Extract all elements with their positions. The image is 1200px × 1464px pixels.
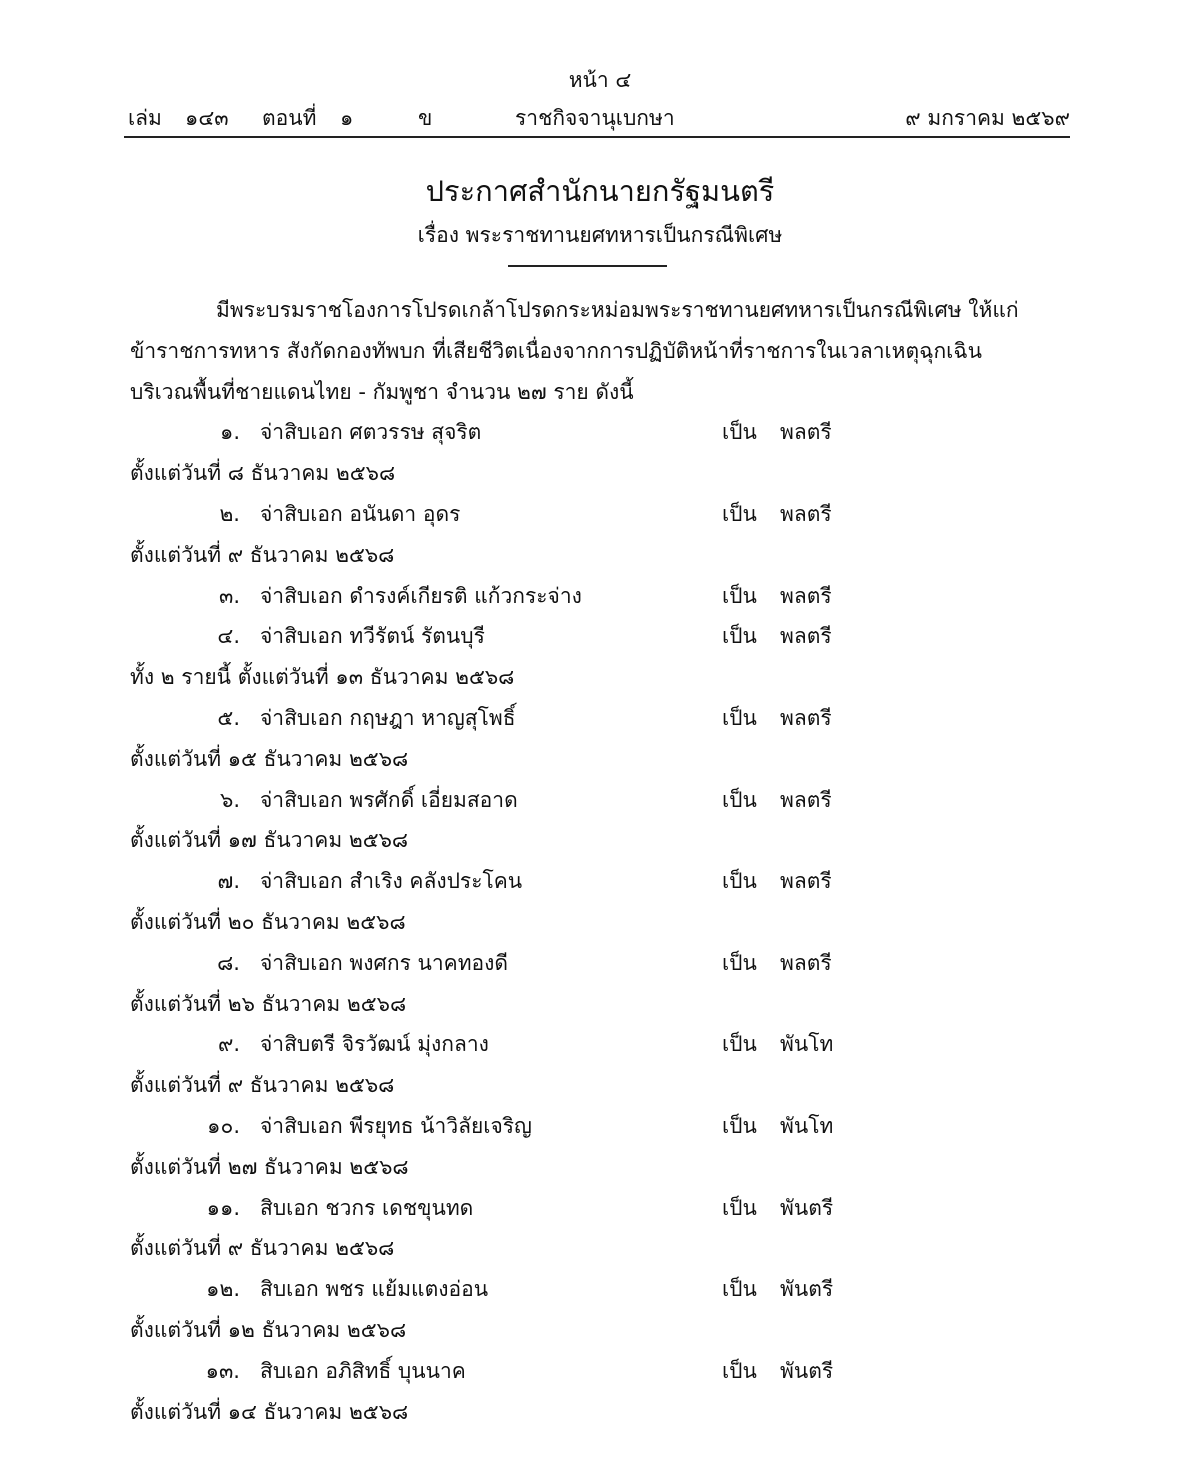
entry-effective-date: ตั้งแต่วันที่ ๑๕ ธันวาคม ๒๕๖๘: [130, 746, 409, 771]
appointment-row: [130, 943, 1070, 984]
appointment-row: [130, 698, 1070, 739]
appointment-row: [130, 1351, 1070, 1392]
entry-rank: พลตรี: [780, 787, 832, 812]
entry-name: จ่าสิบเอก พีรยุทธ น้าวิลัยเจริญ: [260, 1113, 532, 1138]
intro-line: ข้าราชการทหาร สังกัดกองทัพบก ที่เสียชีวิตเนื่องจากการปฏิบัติหน้าที่ราชการในเวลาเหตุฉุกเฉิน: [130, 338, 983, 363]
entry-number: ๘.: [217, 950, 240, 975]
volume-label: เล่ม: [128, 106, 162, 130]
entry-name: จ่าสิบเอก สำเริง คลังประโคน: [260, 869, 523, 894]
entry-as: เป็น: [722, 1032, 757, 1057]
entry-number: ๑๒.: [206, 1277, 240, 1302]
entry-rank: พลตรี: [780, 624, 832, 649]
entry-as: เป็น: [722, 583, 757, 608]
entry-as: เป็น: [722, 787, 757, 812]
header-rule: [124, 136, 1070, 138]
entry-rank: พลตรี: [780, 950, 832, 975]
entry-effective-date: ตั้งแต่วันที่ ๙ ธันวาคม ๒๕๖๘: [130, 1236, 395, 1261]
appointment-row: [130, 412, 1070, 453]
entry-name: สิบเอก พชร แย้มแตงอ่อน: [260, 1277, 489, 1302]
entry-effective-date: ตั้งแต่วันที่ ๒๐ ธันวาคม ๒๕๖๘: [130, 909, 406, 934]
appointment-row: [130, 1106, 1070, 1147]
issue-label: ตอนที่: [262, 106, 317, 130]
entry-as: เป็น: [722, 501, 757, 526]
appointment-row: [130, 861, 1070, 902]
intro-line: บริเวณพื้นที่ชายแดนไทย - กัมพูชา จำนวน ๒๗ ราย ดังนี้: [130, 379, 634, 404]
issue-number: ๑: [340, 106, 354, 130]
entry-effective-date: ตั้งแต่วันที่ ๒๗ ธันวาคม ๒๕๖๘: [130, 1154, 409, 1179]
publish-date: ๙ มกราคม ๒๕๖๙: [905, 106, 1070, 130]
entry-rank: พลตรี: [780, 501, 832, 526]
entry-number: ๑๑.: [206, 1195, 240, 1220]
entry-name: จ่าสิบเอก ดำรงค์เกียรติ แก้วกระจ่าง: [260, 583, 582, 608]
entry-rank: พลตรี: [780, 869, 832, 894]
appointment-row: [130, 780, 1070, 821]
entry-number: ๖.: [219, 787, 240, 812]
appointment-row: [130, 494, 1070, 535]
entry-rank: พันโท: [780, 1032, 834, 1057]
entry-name: สิบเอก อภิสิทธิ์ บุนนาค: [260, 1358, 466, 1383]
entry-as: เป็น: [722, 1277, 757, 1302]
entry-name: จ่าสิบเอก ศตวรรษ สุจริต: [260, 420, 482, 445]
intro-line: มีพระบรมราชโองการโปรดเกล้าโปรดกระหม่อมพระราชทานยศทหารเป็นกรณีพิเศษ ให้แก่: [216, 298, 1019, 322]
entry-rank: พลตรี: [780, 705, 832, 730]
entry-name: จ่าสิบตรี จิรวัฒน์ มุ่งกลาง: [260, 1032, 489, 1057]
entry-effective-date: ทั้ง ๒ รายนี้ ตั้งแต่วันที่ ๑๓ ธันวาคม ๒๕๖๘: [130, 665, 515, 690]
entry-number: ๓.: [218, 583, 240, 608]
section-letter: ข: [418, 106, 433, 130]
appointment-row: [130, 1188, 1070, 1229]
title-rule: [508, 265, 667, 267]
entry-effective-date: ตั้งแต่วันที่ ๘ ธันวาคม ๒๕๖๘: [130, 461, 396, 486]
volume-number: ๑๔๓: [185, 106, 229, 130]
entry-name: สิบเอก ชวกร เดชขุนทด: [260, 1195, 474, 1220]
document-title: ประกาศสำนักนายกรัฐมนตรี: [425, 174, 775, 208]
appointment-row: [130, 1269, 1070, 1310]
entry-number: ๗.: [217, 869, 240, 894]
page-number: หน้า ๔: [568, 68, 632, 92]
entry-name: จ่าสิบเอก พงศกร นาคทองดี: [260, 950, 509, 975]
document-body: [130, 290, 1070, 1432]
entry-effective-date: ตั้งแต่วันที่ ๑๗ ธันวาคม ๒๕๖๘: [130, 828, 409, 853]
entry-name: จ่าสิบเอก ทวีรัตน์ รัตนบุรี: [260, 624, 485, 649]
entry-rank: พันตรี: [780, 1358, 834, 1383]
entry-as: เป็น: [722, 950, 757, 975]
entry-effective-date: ตั้งแต่วันที่ ๑๔ ธันวาคม ๒๕๖๘: [130, 1399, 409, 1424]
entry-number: ๕.: [217, 705, 240, 730]
gazette-name: ราชกิจจานุเบกษา: [515, 106, 675, 130]
document-subject: เรื่อง พระราชทานยศทหารเป็นกรณีพิเศษ: [417, 223, 783, 247]
entry-number: ๑๓.: [205, 1358, 240, 1383]
entry-as: เป็น: [722, 869, 757, 894]
entry-as: เป็น: [722, 1358, 757, 1383]
entry-effective-date: ตั้งแต่วันที่ ๙ ธันวาคม ๒๕๖๘: [130, 1073, 395, 1098]
entry-number: ๑.: [219, 420, 240, 445]
entry-number: ๙.: [217, 1032, 240, 1057]
entry-as: เป็น: [722, 420, 757, 445]
entry-effective-date: ตั้งแต่วันที่ ๒๖ ธันวาคม ๒๕๖๘: [130, 991, 407, 1016]
appointment-row: [130, 1024, 1070, 1065]
entry-number: ๑๐.: [207, 1113, 240, 1138]
appointment-row: [130, 576, 1070, 617]
entry-rank: พลตรี: [780, 420, 832, 445]
entry-rank: พันตรี: [780, 1277, 834, 1302]
entry-effective-date: ตั้งแต่วันที่ ๑๒ ธันวาคม ๒๕๖๘: [130, 1317, 407, 1342]
entry-as: เป็น: [722, 705, 757, 730]
entry-name: จ่าสิบเอก กฤษฎา หาญสุโพธิ์: [260, 705, 516, 730]
entry-number: ๒.: [219, 501, 240, 526]
entry-name: จ่าสิบเอก พรศักดิ์ เอี่ยมสอาด: [260, 787, 518, 812]
entry-rank: พันโท: [780, 1113, 834, 1138]
entry-number: ๔.: [217, 624, 240, 649]
entry-name: จ่าสิบเอก อนันดา อุดร: [260, 501, 461, 526]
entry-rank: พลตรี: [780, 583, 832, 608]
entry-rank: พันตรี: [780, 1195, 834, 1220]
entry-as: เป็น: [722, 1113, 757, 1138]
entry-as: เป็น: [722, 624, 757, 649]
entry-as: เป็น: [722, 1195, 757, 1220]
appointment-row: [130, 616, 1070, 657]
entry-effective-date: ตั้งแต่วันที่ ๙ ธันวาคม ๒๕๖๘: [130, 542, 395, 567]
